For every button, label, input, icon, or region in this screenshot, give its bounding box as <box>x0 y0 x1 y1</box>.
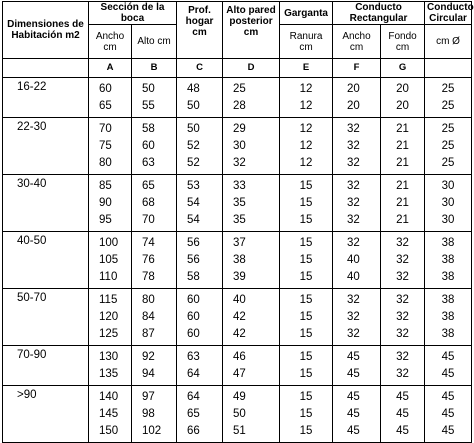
cell-value: 110 <box>99 271 118 283</box>
cell-alto-pared <box>223 386 280 443</box>
fireplace-dimensions-table-container <box>2 1 472 443</box>
cell-value: 32 <box>347 180 360 192</box>
table-row <box>3 346 472 386</box>
cell-value: 32 <box>396 311 409 323</box>
cell-value: 33 <box>233 180 246 192</box>
cell-fondo-rect <box>381 232 425 289</box>
cell-value: 38 <box>441 311 455 323</box>
dimension-range: >90 <box>3 386 89 443</box>
cell-value: 98 <box>142 408 155 420</box>
header-letter-empty <box>3 59 89 78</box>
cell-value: 15 <box>299 311 313 323</box>
cell-value: 32 <box>347 294 360 306</box>
cell-ancho <box>89 386 132 443</box>
cell-value: 32 <box>347 140 360 152</box>
cell-value: 32 <box>347 197 360 209</box>
header-ranura: Ranura cm <box>280 25 333 59</box>
cell-ranura <box>280 78 333 118</box>
cell-prof <box>177 386 223 443</box>
header-letter-g: G <box>381 59 425 78</box>
cell-value: 35 <box>233 214 246 226</box>
cell-value: 32 <box>347 311 360 323</box>
cell-value: 15 <box>299 237 313 249</box>
cell-value: 38 <box>441 254 455 266</box>
cell-value: 21 <box>396 214 409 226</box>
cell-value: 49 <box>233 391 246 403</box>
cell-value: 45 <box>396 391 409 403</box>
header-prof-hogar: Prof. hogar cm <box>177 2 223 59</box>
dimension-range: 50-70 <box>3 289 89 346</box>
cell-value: 38 <box>233 254 246 266</box>
cell-ranura <box>280 289 333 346</box>
header-letter-a: A <box>89 59 132 78</box>
cell-value: 15 <box>299 180 313 192</box>
cell-value: 60 <box>187 328 200 340</box>
cell-value: 32 <box>347 328 360 340</box>
cell-circular <box>425 118 472 175</box>
cell-value: 52 <box>187 157 200 169</box>
cell-alto-pared <box>223 175 280 232</box>
cell-value: 12 <box>299 100 313 112</box>
cell-value: 56 <box>187 237 200 249</box>
cell-value: 21 <box>396 157 409 169</box>
cell-value: 120 <box>99 311 119 323</box>
cell-value: 45 <box>347 408 360 420</box>
cell-value: 35 <box>233 197 246 209</box>
fireplace-dimensions-table <box>2 1 472 443</box>
cell-value: 45 <box>396 425 409 437</box>
cell-value: 32 <box>396 351 409 363</box>
header-ancho-rect: Ancho cm <box>333 25 381 59</box>
cell-prof <box>177 346 223 386</box>
cell-value: 85 <box>99 180 112 192</box>
cell-value: 40 <box>233 294 246 306</box>
cell-value: 60 <box>142 140 155 152</box>
cell-value: 100 <box>99 237 119 249</box>
header-letter-c: C <box>177 59 223 78</box>
cell-alto-pared <box>223 118 280 175</box>
cell-alto <box>132 232 177 289</box>
cell-value: 52 <box>187 140 200 152</box>
cell-value: 32 <box>396 368 409 380</box>
cell-fondo-rect <box>381 78 425 118</box>
cell-value: 45 <box>347 391 360 403</box>
dimension-range: 22-30 <box>3 118 89 175</box>
cell-value: 15 <box>299 214 313 226</box>
header-seccion-boca: Sección de la boca <box>89 2 177 25</box>
cell-value: 75 <box>99 140 112 152</box>
cell-value: 29 <box>233 123 246 135</box>
dimension-range: 70-90 <box>3 346 89 386</box>
cell-value: 130 <box>99 351 119 363</box>
cell-value: 30 <box>441 214 455 226</box>
cell-value: 40 <box>347 271 360 283</box>
cell-value: 54 <box>187 197 200 209</box>
cell-value: 53 <box>187 180 200 192</box>
cell-fondo-rect <box>381 175 425 232</box>
cell-circular <box>425 386 472 443</box>
cell-value: 46 <box>233 351 246 363</box>
cell-value: 50 <box>187 123 200 135</box>
table-row <box>3 175 472 232</box>
cell-value: 63 <box>142 157 155 169</box>
cell-value: 90 <box>99 197 112 209</box>
header-letter-empty <box>425 59 472 78</box>
cell-value: 60 <box>187 294 200 306</box>
cell-value: 38 <box>441 328 455 340</box>
cell-circular <box>425 289 472 346</box>
cell-value: 42 <box>233 311 246 323</box>
cell-value: 45 <box>347 425 360 437</box>
cell-value: 15 <box>299 271 313 283</box>
cell-alto-pared <box>223 232 280 289</box>
cell-ancho <box>89 232 132 289</box>
cell-prof <box>177 78 223 118</box>
cell-value: 65 <box>99 100 112 112</box>
cell-value: 21 <box>396 140 409 152</box>
cell-value: 45 <box>441 425 455 437</box>
cell-value: 37 <box>233 237 246 249</box>
cell-value: 32 <box>347 157 360 169</box>
cell-ancho <box>89 175 132 232</box>
cell-value: 32 <box>347 214 360 226</box>
cell-ancho <box>89 78 132 118</box>
cell-value: 12 <box>299 83 313 95</box>
cell-ranura <box>280 118 333 175</box>
cell-value: 135 <box>99 368 119 380</box>
cell-value: 80 <box>99 157 112 169</box>
cell-value: 32 <box>396 237 409 249</box>
cell-value: 87 <box>142 328 155 340</box>
cell-value: 45 <box>441 408 455 420</box>
cell-value: 70 <box>99 123 112 135</box>
cell-value: 150 <box>99 425 119 437</box>
cell-value: 25 <box>441 83 455 95</box>
dimension-range: 40-50 <box>3 232 89 289</box>
cell-value: 56 <box>187 254 200 266</box>
cell-value: 45 <box>441 391 455 403</box>
cell-value: 15 <box>299 351 313 363</box>
cell-value: 45 <box>441 351 455 363</box>
header-letter-b: B <box>132 59 177 78</box>
cell-value: 20 <box>396 83 409 95</box>
cell-value: 38 <box>441 294 455 306</box>
header-fondo-rect: Fondo cm <box>381 25 425 59</box>
cell-value: 80 <box>142 294 155 306</box>
cell-ranura <box>280 346 333 386</box>
cell-value: 32 <box>396 294 409 306</box>
cell-value: 25 <box>441 100 455 112</box>
cell-value: 84 <box>142 311 155 323</box>
cell-circular <box>425 232 472 289</box>
cell-value: 115 <box>99 294 118 306</box>
cell-value: 39 <box>233 271 246 283</box>
cell-value: 94 <box>142 368 155 380</box>
cell-value: 50 <box>187 100 200 112</box>
header-cm-diametro: cm Ø <box>425 25 472 59</box>
cell-value: 25 <box>441 123 455 135</box>
cell-value: 105 <box>99 254 119 266</box>
cell-alto <box>132 346 177 386</box>
cell-value: 25 <box>441 140 455 152</box>
cell-value: 47 <box>233 368 246 380</box>
cell-prof <box>177 232 223 289</box>
cell-value: 21 <box>396 123 409 135</box>
table-row <box>3 118 472 175</box>
cell-value: 12 <box>299 140 313 152</box>
cell-value: 65 <box>187 408 200 420</box>
cell-value: 60 <box>187 311 200 323</box>
cell-fondo-rect <box>381 346 425 386</box>
cell-fondo-rect <box>381 289 425 346</box>
cell-value: 21 <box>396 197 409 209</box>
cell-value: 15 <box>299 368 313 380</box>
cell-value: 40 <box>347 254 360 266</box>
cell-value: 38 <box>441 237 455 249</box>
cell-value: 12 <box>299 157 313 169</box>
cell-value: 64 <box>187 391 200 403</box>
dimension-range: 16-22 <box>3 78 89 118</box>
cell-ancho <box>89 289 132 346</box>
header-dimensiones: Dimensiones de Habitación m2 <box>3 2 89 59</box>
cell-value: 15 <box>299 391 313 403</box>
cell-value: 55 <box>142 100 155 112</box>
table-row <box>3 386 472 443</box>
cell-value: 74 <box>142 237 155 249</box>
cell-value: 15 <box>299 197 313 209</box>
header-ancho: Ancho cm <box>89 25 132 59</box>
cell-value: 78 <box>142 271 155 283</box>
cell-value: 25 <box>441 157 455 169</box>
cell-value: 30 <box>441 197 455 209</box>
header-conducto-circular: Conducto Circular <box>425 2 472 25</box>
cell-alto <box>132 386 177 443</box>
cell-ranura <box>280 386 333 443</box>
cell-value: 32 <box>396 328 409 340</box>
cell-alto-pared <box>223 346 280 386</box>
table-row <box>3 289 472 346</box>
cell-value: 15 <box>299 408 313 420</box>
header-conducto-rectangular: Conducto Rectangular <box>333 2 425 25</box>
cell-value: 45 <box>441 368 455 380</box>
cell-value: 95 <box>99 214 112 226</box>
cell-fondo-rect <box>381 118 425 175</box>
header-alto: Alto cm <box>132 25 177 59</box>
cell-value: 30 <box>441 180 455 192</box>
cell-value: 15 <box>299 425 313 437</box>
cell-value: 15 <box>299 254 313 266</box>
cell-value: 45 <box>347 368 360 380</box>
cell-value: 42 <box>233 328 246 340</box>
cell-alto-pared <box>223 78 280 118</box>
cell-value: 20 <box>347 83 360 95</box>
cell-value: 20 <box>396 100 409 112</box>
cell-ancho-rect <box>333 232 381 289</box>
cell-alto <box>132 118 177 175</box>
cell-value: 38 <box>441 271 455 283</box>
cell-value: 60 <box>99 83 112 95</box>
cell-ancho-rect <box>333 289 381 346</box>
cell-ranura <box>280 175 333 232</box>
cell-prof <box>177 175 223 232</box>
header-garganta: Garganta <box>280 2 333 25</box>
cell-value: 97 <box>142 391 155 403</box>
cell-ancho <box>89 118 132 175</box>
cell-alto-pared <box>223 289 280 346</box>
header-letter-e: E <box>280 59 333 78</box>
cell-value: 50 <box>142 83 155 95</box>
cell-value: 20 <box>347 100 360 112</box>
cell-value: 32 <box>347 237 360 249</box>
cell-value: 92 <box>142 351 155 363</box>
cell-value: 28 <box>233 100 246 112</box>
cell-value: 12 <box>299 123 313 135</box>
cell-value: 32 <box>233 157 246 169</box>
cell-value: 102 <box>142 425 162 437</box>
cell-value: 45 <box>347 351 360 363</box>
cell-value: 32 <box>347 123 360 135</box>
cell-value: 125 <box>99 328 119 340</box>
cell-value: 76 <box>142 254 155 266</box>
cell-alto <box>132 289 177 346</box>
cell-value: 21 <box>396 180 409 192</box>
dimension-range: 30-40 <box>3 175 89 232</box>
cell-prof <box>177 289 223 346</box>
cell-ancho-rect <box>333 175 381 232</box>
cell-ancho-rect <box>333 118 381 175</box>
cell-fondo-rect <box>381 386 425 443</box>
cell-value: 48 <box>187 83 200 95</box>
cell-value: 32 <box>396 271 409 283</box>
cell-value: 54 <box>187 214 200 226</box>
cell-ranura <box>280 232 333 289</box>
table-row <box>3 232 472 289</box>
cell-value: 15 <box>299 328 313 340</box>
cell-alto <box>132 78 177 118</box>
cell-ancho <box>89 346 132 386</box>
header-letter-d: D <box>223 59 280 78</box>
cell-value: 145 <box>99 408 119 420</box>
cell-value: 45 <box>396 408 409 420</box>
cell-value: 63 <box>187 351 200 363</box>
cell-value: 50 <box>233 408 246 420</box>
cell-value: 65 <box>142 180 155 192</box>
cell-circular <box>425 78 472 118</box>
cell-value: 25 <box>233 83 246 95</box>
cell-value: 32 <box>396 254 409 266</box>
table-body <box>3 78 472 443</box>
cell-value: 30 <box>233 140 246 152</box>
cell-prof <box>177 118 223 175</box>
cell-ancho-rect <box>333 78 381 118</box>
cell-alto <box>132 175 177 232</box>
header-alto-pared: Alto pared posterior cm <box>223 2 280 59</box>
cell-circular <box>425 175 472 232</box>
cell-value: 58 <box>187 271 200 283</box>
cell-value: 66 <box>187 425 200 437</box>
cell-value: 51 <box>233 425 246 437</box>
cell-ancho-rect <box>333 346 381 386</box>
cell-value: 15 <box>299 294 313 306</box>
table-row <box>3 78 472 118</box>
cell-value: 140 <box>99 391 119 403</box>
cell-value: 64 <box>187 368 200 380</box>
header-letter-f: F <box>333 59 381 78</box>
cell-circular <box>425 346 472 386</box>
cell-ancho-rect <box>333 386 381 443</box>
cell-value: 70 <box>142 214 155 226</box>
cell-value: 68 <box>142 197 155 209</box>
cell-value: 58 <box>142 123 155 135</box>
